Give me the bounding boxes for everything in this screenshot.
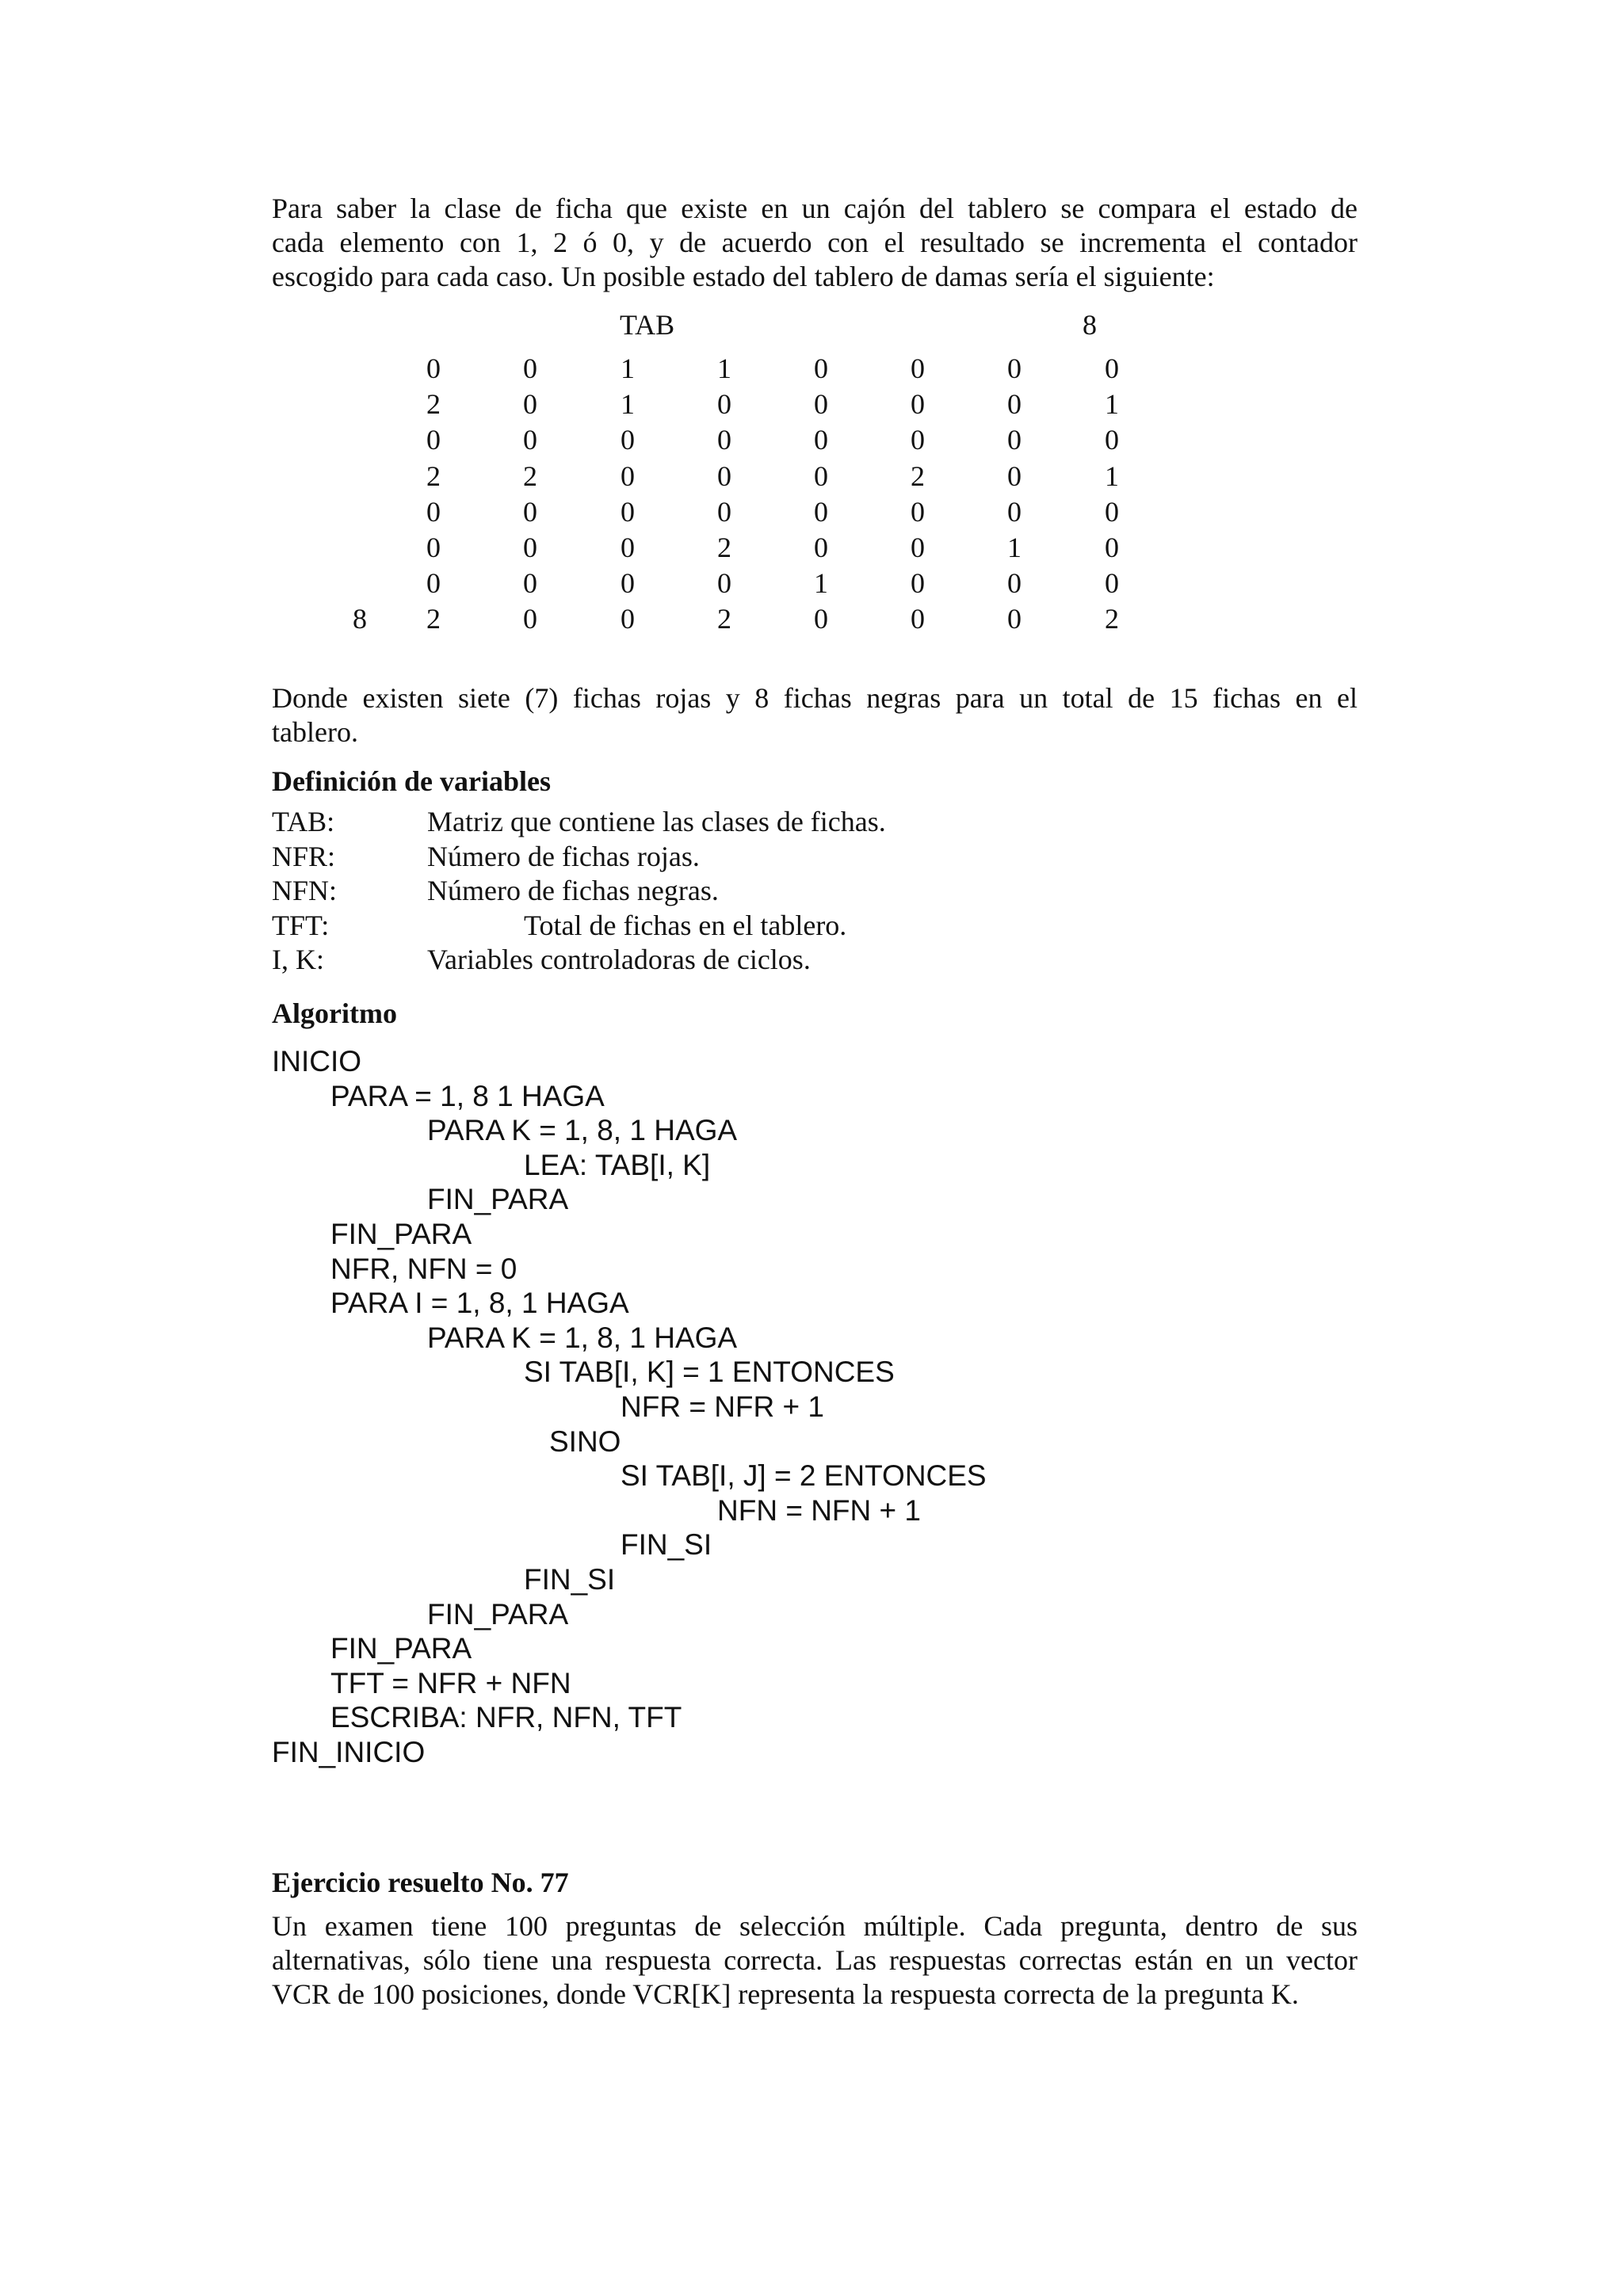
matrix-cell: 0 — [911, 353, 925, 384]
matrix-row — [0, 387, 1623, 423]
matrix-cell: 0 — [717, 495, 731, 528]
matrix-cell: 0 — [1007, 353, 1022, 384]
matrix-cell: 2 — [523, 460, 537, 492]
matrix-cell: 0 — [523, 603, 537, 635]
matrix-cell: 1 — [1105, 460, 1119, 492]
matrix-cell: 0 — [911, 424, 925, 456]
matrix-cell: 0 — [426, 424, 441, 456]
algorithm-line-text: PARA K = 1, 8, 1 HAGA — [427, 1114, 738, 1147]
matrix-cell: 0 — [523, 567, 537, 600]
intro-line: escogido para cada caso. Un posible estado del tablero de damas sería el siguiente: — [272, 261, 1215, 292]
matrix-cell: 0 — [621, 603, 635, 635]
matrix-cell: 1 — [621, 353, 635, 384]
algorithm-line-text: LEA: TAB[I, K] — [524, 1148, 711, 1181]
variable-description: Matriz que contiene las clases de fichas. — [427, 806, 886, 837]
matrix-cell: 1 — [814, 567, 828, 600]
matrix-cell: 0 — [621, 532, 635, 563]
algorithm-line — [272, 1562, 1358, 1597]
matrix-cell: 0 — [1105, 495, 1119, 528]
matrix-row — [0, 566, 1623, 602]
matrix-cell: 0 — [523, 388, 537, 421]
matrix-cell: 0 — [621, 567, 635, 600]
matrix-cell: 0 — [1105, 532, 1119, 563]
variable-name: NFR: — [272, 840, 336, 872]
algorithm-line-text: SI TAB[I, K] = 1 ENTONCES — [524, 1356, 895, 1389]
variable-name: NFN: — [272, 875, 338, 906]
algorithm-line — [272, 1700, 1358, 1735]
algorithm-line — [272, 1252, 1358, 1287]
summary-line: tablero. — [272, 716, 358, 748]
matrix-row — [0, 423, 1623, 459]
matrix-cell: 0 — [717, 388, 731, 421]
matrix-row — [0, 531, 1623, 566]
matrix-cell: 0 — [717, 567, 731, 600]
matrix-cell: 0 — [523, 495, 537, 528]
variable-row — [272, 943, 1358, 978]
algorithm-line — [272, 1355, 1358, 1390]
matrix-cell: 0 — [523, 353, 537, 384]
algorithm-line-text: SI TAB[I, J] = 2 ENTONCES — [621, 1459, 987, 1493]
matrix-cell: 0 — [1007, 388, 1022, 421]
matrix-cell: 1 — [1105, 388, 1119, 421]
algorithm-line — [272, 1079, 1358, 1114]
algorithm-line-text: PARA I = 1, 8, 1 HAGA — [330, 1287, 629, 1320]
algorithm-code — [272, 1044, 1358, 1769]
intro-line: Para saber la clase de ficha que existe en un cajón del tablero se compara el estado de — [272, 193, 1358, 224]
matrix-cell: 1 — [1007, 532, 1022, 563]
variables-list — [272, 805, 1358, 978]
exercise-line: alternativas, sólo tiene una respuesta correcta. Las respuestas correctas están en un vector — [272, 1944, 1358, 1976]
variable-description: Total de fichas en el tablero. — [524, 909, 847, 941]
algorithm-line-text: FIN_SI — [621, 1528, 712, 1562]
matrix-row — [0, 460, 1623, 495]
summary-line: Donde existen siete (7) fichas rojas y 8 fichas negras para un total de 15 fichas en el — [272, 682, 1358, 714]
algorithm-line — [272, 1286, 1358, 1321]
matrix-cell: 0 — [717, 424, 731, 456]
variable-description: Número de fichas rojas. — [427, 840, 700, 872]
variable-row — [272, 805, 1358, 840]
matrix-cell: 0 — [814, 603, 828, 635]
matrix-row — [0, 602, 1623, 638]
algorithm-line-text: PARA K = 1, 8, 1 HAGA — [427, 1321, 738, 1354]
summary-paragraph — [272, 681, 1358, 749]
matrix-cell: 0 — [814, 495, 828, 528]
algorithm-line-text: FIN_PARA — [330, 1632, 472, 1665]
matrix-cell: 0 — [911, 603, 925, 635]
matrix-cell: 2 — [426, 603, 441, 635]
matrix-cell: 0 — [911, 495, 925, 528]
algorithm-line — [272, 1459, 1358, 1493]
matrix-cell: 0 — [426, 495, 441, 528]
matrix-cell: 0 — [523, 532, 537, 563]
matrix-name: TAB — [620, 309, 675, 341]
matrix-cell: 0 — [814, 353, 828, 384]
matrix-cell: 0 — [1105, 567, 1119, 600]
algorithm-line-text: PARA = 1, 8 1 HAGA — [330, 1079, 605, 1112]
variable-description: Variables controladoras de ciclos. — [427, 944, 811, 975]
algorithm-line — [272, 1044, 1358, 1079]
variable-row — [272, 909, 1358, 944]
algorithm-line — [272, 1493, 1358, 1528]
algorithm-line-text: TFT = NFR + NFN — [330, 1666, 571, 1699]
algorithm-line — [272, 1217, 1358, 1252]
matrix-cell: 0 — [1105, 353, 1119, 384]
variable-description: Número de fichas negras. — [427, 875, 719, 906]
algorithm-line-text: NFR = NFR + 1 — [621, 1390, 824, 1423]
matrix-cell: 0 — [523, 424, 537, 456]
matrix-cell: 0 — [814, 532, 828, 563]
algorithm-line-text: NFR, NFN = 0 — [330, 1252, 517, 1285]
matrix-cell: 0 — [1007, 567, 1022, 600]
algorithm-line — [272, 1597, 1358, 1632]
matrix-cell: 0 — [911, 388, 925, 421]
matrix-column-count: 8 — [1083, 309, 1097, 341]
matrix-row-count: 8 — [353, 603, 367, 635]
algorithm-line — [272, 1425, 1358, 1459]
algorithm-line-text: SINO — [549, 1425, 621, 1458]
variable-name: TFT: — [272, 909, 330, 941]
algorithm-line — [272, 1666, 1358, 1701]
matrix-cell: 0 — [1007, 460, 1022, 492]
matrix-cell: 2 — [717, 603, 731, 635]
algorithm-line-text: FIN_INICIO — [272, 1735, 426, 1768]
algorithm-line — [272, 1527, 1358, 1562]
matrix-row — [0, 352, 1623, 387]
algorithm-line — [272, 1182, 1358, 1217]
algorithm-line — [272, 1148, 1358, 1183]
matrix-cell: 0 — [1105, 424, 1119, 456]
variable-name: TAB: — [272, 806, 335, 837]
matrix-cell: 2 — [911, 460, 925, 492]
matrix-cell: 0 — [1007, 424, 1022, 456]
variable-name: I, K: — [272, 944, 324, 975]
algorithm-heading: Algoritmo — [272, 997, 397, 1029]
matrix-cell: 2 — [426, 388, 441, 421]
matrix-row — [0, 495, 1623, 531]
matrix-cell: 0 — [621, 424, 635, 456]
algorithm-line-text: NFN = NFN + 1 — [717, 1493, 921, 1527]
algorithm-line — [272, 1390, 1358, 1425]
algorithm-line-text: FIN_SI — [524, 1562, 616, 1596]
algorithm-line-text: FIN_PARA — [427, 1597, 569, 1630]
matrix-cell: 0 — [1007, 495, 1022, 528]
exercise-heading: Ejercicio resuelto No. 77 — [272, 1867, 569, 1898]
exercise-paragraph — [272, 1909, 1358, 2012]
matrix-cell: 0 — [911, 532, 925, 563]
exercise-line: Un examen tiene 100 preguntas de selección múltiple. Cada pregunta, dentro de sus — [272, 1910, 1358, 1942]
matrix-cell: 0 — [1007, 603, 1022, 635]
matrix-cell: 0 — [621, 460, 635, 492]
exercise-line: VCR de 100 posiciones, donde VCR[K] representa la respuesta correcta de la pregunta K. — [272, 1978, 1299, 2010]
matrix-cell: 2 — [1105, 603, 1119, 635]
variables-heading: Definición de variables — [272, 765, 551, 797]
tab-matrix — [0, 352, 1623, 645]
matrix-cell: 1 — [621, 388, 635, 421]
intro-line: cada elemento con 1, 2 ó 0, y de acuerdo con el resultado se incrementa el contador — [272, 227, 1358, 258]
matrix-cell: 0 — [426, 567, 441, 600]
intro-paragraph — [272, 192, 1358, 294]
matrix-cell: 0 — [911, 567, 925, 600]
variable-row — [272, 840, 1358, 875]
algorithm-line — [272, 1113, 1358, 1148]
matrix-cell: 0 — [814, 460, 828, 492]
algorithm-line-text: FIN_PARA — [330, 1217, 472, 1250]
algorithm-line-text: INICIO — [272, 1045, 362, 1077]
algorithm-line-text: ESCRIBA: NFR, NFN, TFT — [330, 1701, 682, 1734]
matrix-cell: 0 — [717, 460, 731, 492]
algorithm-line — [272, 1631, 1358, 1666]
matrix-cell: 0 — [621, 495, 635, 528]
matrix-cell: 0 — [814, 388, 828, 421]
algorithm-line-text: FIN_PARA — [427, 1183, 569, 1216]
matrix-cell: 0 — [426, 532, 441, 563]
algorithm-line — [272, 1321, 1358, 1356]
variable-row — [272, 874, 1358, 909]
matrix-cell: 2 — [717, 532, 731, 563]
matrix-cell: 0 — [814, 424, 828, 456]
matrix-cell: 0 — [426, 353, 441, 384]
matrix-cell: 2 — [426, 460, 441, 492]
algorithm-line — [272, 1735, 1358, 1770]
matrix-cell: 1 — [717, 353, 731, 384]
